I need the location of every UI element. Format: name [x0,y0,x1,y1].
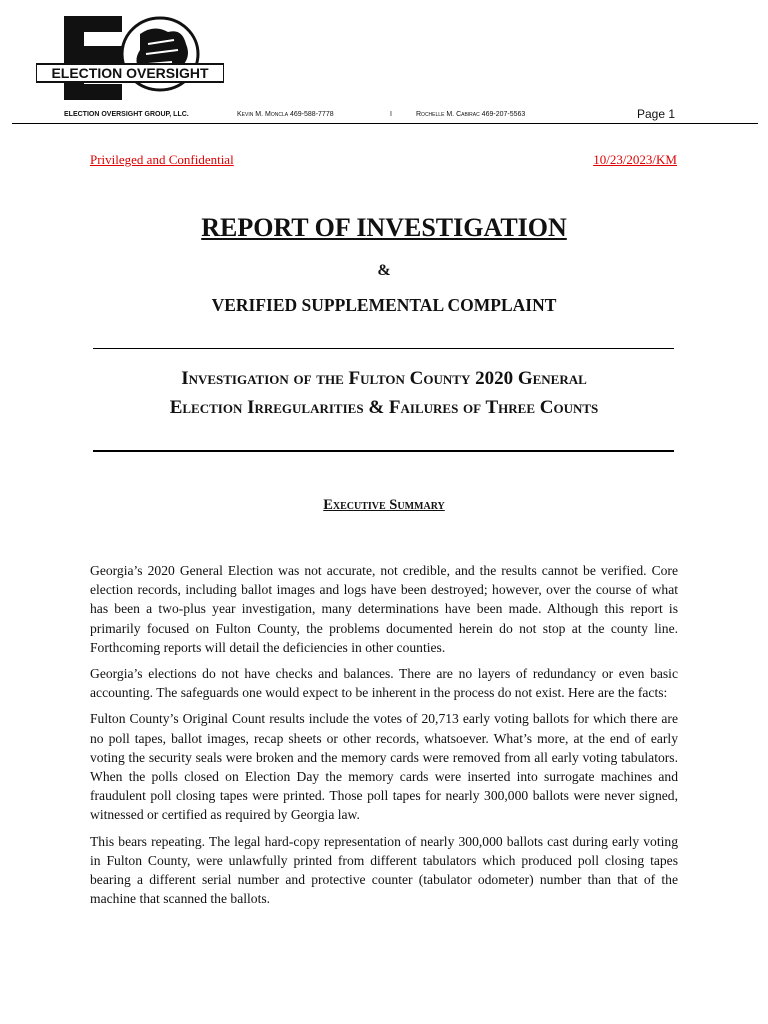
executive-summary-body [90,561,678,915]
report-date: 10/23/2023/KM [593,152,677,167]
title-divider-bottom [93,450,674,452]
election-oversight-logo [36,14,224,102]
investigation-title-line2: Election Irregularities & Failures of Three Counts [169,397,599,418]
investigation-title-line1: Investigation of the Fulton County 2020 General [181,368,587,389]
paragraph-3: Fulton County’s Original Count results include the votes of 20,713 early voting ballots for which there are no poll tapes, ballot images, recap sheets or other records, whatsoever. What’s more, at the end of early voting the security seals were broken and the memory cards were removed from all early voting tabulators. When the polls closed on Election Day the memory cards were inserted into surrogate machines and fraudulent poll closing tapes were printed. Those poll tapes for nearly 300,000 ballots were never signed, witnessed or certified as required by Georgia law. [90,711,678,823]
logo-graphic [36,14,224,102]
letterhead [0,107,768,123]
header-divider [12,123,758,124]
page-number: Page 1 [637,107,676,121]
title-ampersand: & [377,262,391,279]
report-title: REPORT OF INVESTIGATION [201,213,567,242]
investigation-title [0,364,768,422]
contact-rochelle: Rochelle M. Cabirac 469-207-5563 [416,111,526,118]
header-separator: I [390,111,392,118]
confidential-label: Privileged and Confidential [90,152,234,167]
section-heading: Executive Summary [323,497,445,513]
logo-text: ELECTION OVERSIGHT [51,65,209,81]
paragraph-2: Georgia’s elections do not have checks and balances. There are no layers of redundancy or even basic accounting. The safeguards one would expect to be inherent in the process do not exist. Here are the facts: [90,666,678,701]
paragraph-4: This bears repeating. The legal hard-copy representation of nearly 300,000 ballots cast during early voting in Fulton County, were unlawfully printed from different tabulators which produced poll closing tapes bearing a different serial number and protective counter (tabulator odometer) number than that of the machine that scanned the ballots. [90,833,678,907]
contact-kevin: Kevin M. Moncla 469-588-7778 [237,111,334,118]
report-subtitle: VERIFIED SUPPLEMENTAL COMPLAINT [211,295,557,315]
title-divider-top [93,348,674,349]
paragraph-1: Georgia’s 2020 General Election was not accurate, not credible, and the results cannot be verified. Core election records, including ballot images and logs have been destroyed; however, over the course of what has been a two-plus year investigation, many determinations have been made. Although this report is primarily focused on Fulton County, the problems documented herein do not stop at the county line. Forthcoming reports will detail the deficiencies in other counties. [90,563,678,655]
company-name: ELECTION OVERSIGHT GROUP, LLC. [64,111,189,118]
